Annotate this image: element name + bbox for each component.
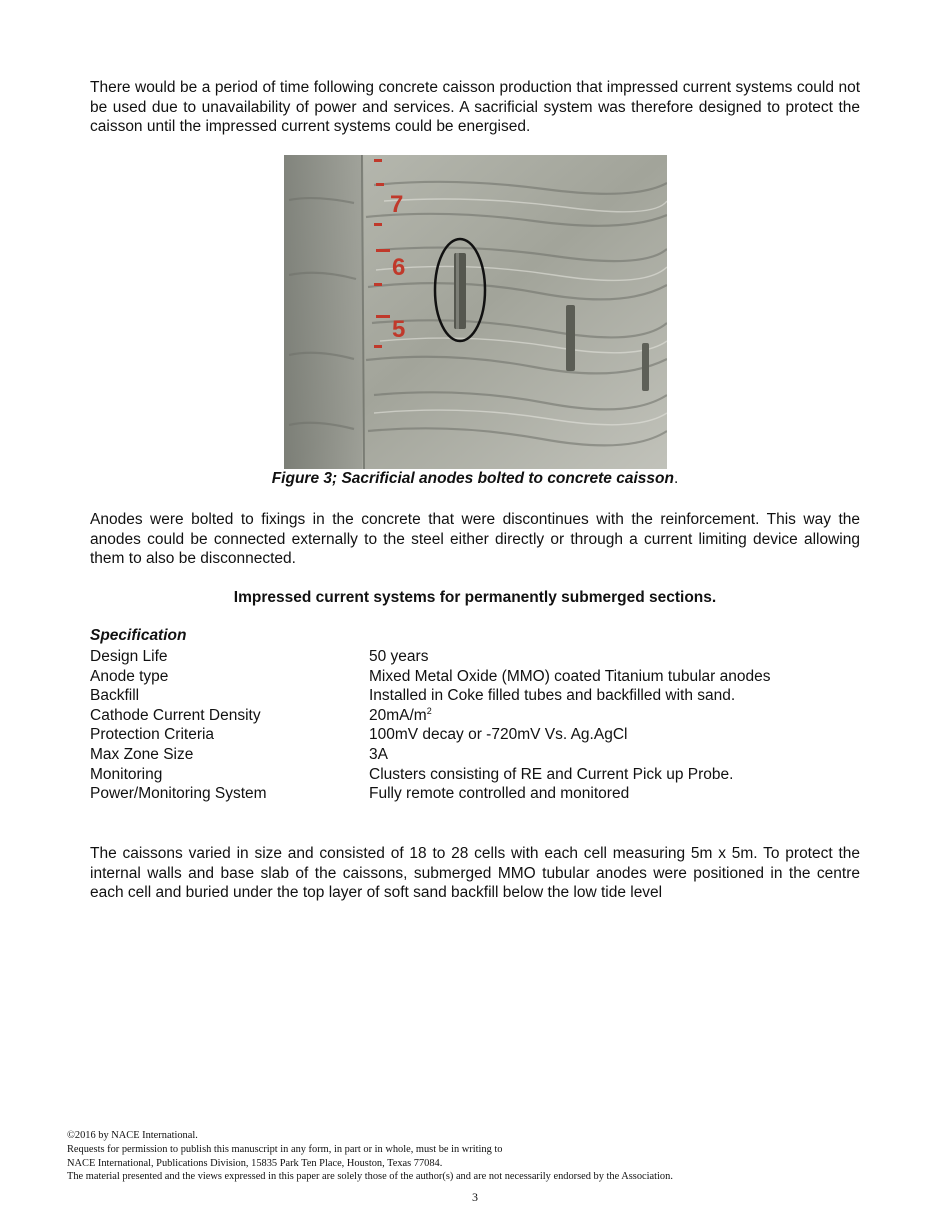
intro-paragraph: There would be a period of time following concrete caisson production that impressed current systems could not be used due to unavailability of power and services. A sacrificial system was therefore designed to protect the caisson until the impressed current systems could be energised.	[90, 79, 860, 136]
spec-key: Power/Monitoring System	[90, 785, 267, 803]
spec-value: 20mA/m	[369, 706, 427, 724]
spec-key: Anode type	[90, 667, 169, 685]
copyright-footer	[67, 1129, 673, 1184]
page-number: 3	[472, 1190, 478, 1204]
section-heading: Impressed current systems for permanently submerged sections.	[233, 589, 717, 606]
superscript: 2	[426, 705, 432, 716]
spec-value: 50 years	[369, 648, 429, 665]
footer-line: Requests for permission to publish this manuscript in any form, in part or in whole, must be in writing to	[67, 1143, 503, 1155]
figure-caption-period: .	[673, 470, 679, 487]
spec-key: Max Zone Size	[90, 745, 194, 763]
footer-line: The material presented and the views expressed in this paper are solely those of the author(s) and are not necessarily endorsed by the Association.	[67, 1171, 673, 1183]
specification-table	[90, 647, 870, 804]
spec-value: 100mV decay or -720mV Vs. Ag.AgCl	[369, 726, 628, 744]
anodes-paragraph: Anodes were bolted to fixings in the concrete that were discontinues with the reinforcement. This way the anodes could be connected externally to the steel either directly or through a current limiting device allowing them to also be disconnected.	[90, 511, 860, 568]
anode-2	[566, 305, 575, 371]
spec-row	[90, 765, 870, 785]
spec-row	[90, 647, 870, 667]
spec-key: Design Life	[90, 648, 168, 665]
footer-line: NACE International, Publications Division, 15835 Park Ten Place, Houston, Texas 77084.	[67, 1157, 443, 1169]
caissons-paragraph: The caissons varied in size and consisted of 18 to 28 cells with each cell measuring 5m x 5m. To protect the internal walls and base slab of the caissons, submerged MMO tubular anodes were positioned in the centre each cell and buried under the top layer of soft sand backfill below the low tide level	[90, 845, 860, 902]
spec-key: Protection Criteria	[90, 726, 215, 744]
gauge-label-6: 6	[392, 254, 406, 281]
spec-key: Backfill	[90, 687, 140, 705]
spec-key: Cathode Current Density	[90, 706, 261, 724]
spec-row	[90, 706, 870, 726]
spec-value: 3A	[369, 745, 388, 763]
gauge-label-7: 7	[390, 191, 404, 218]
spec-value: Mixed Metal Oxide (MMO) coated Titanium tubular anodes	[369, 667, 771, 685]
anode-1	[454, 253, 466, 329]
spec-value: Clusters consisting of RE and Current Pick up Probe.	[369, 765, 734, 783]
spec-value-with-superscript	[369, 706, 870, 726]
gauge-label-5: 5	[392, 316, 406, 343]
specification-title: Specification	[90, 627, 187, 644]
figure-3-photo	[284, 155, 667, 469]
figure-caption	[0, 470, 950, 488]
footer-line: ©2016 by NACE International.	[67, 1130, 198, 1141]
spec-row	[90, 725, 870, 745]
spec-value: Installed in Coke filled tubes and backfilled with sand.	[369, 687, 736, 705]
anode-3	[642, 343, 649, 391]
spec-value: Fully remote controlled and monitored	[369, 785, 630, 803]
spec-row	[90, 784, 870, 804]
caisson-photo	[284, 155, 667, 469]
spec-key: Monitoring	[90, 765, 163, 783]
spec-row	[90, 745, 870, 765]
spec-row	[90, 667, 870, 687]
figure-caption-text: Figure 3; Sacrificial anodes bolted to concrete caisson	[271, 470, 674, 487]
spec-row	[90, 686, 870, 706]
